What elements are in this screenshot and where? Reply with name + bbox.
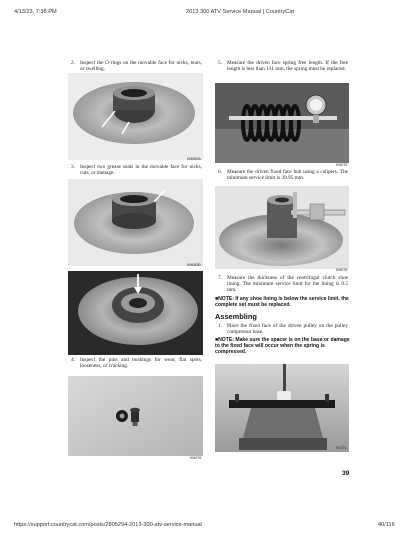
photo-fixed-face-hub-calipers (215, 186, 349, 269)
step-text: Inspect the O-rings on the movable face for nicks, tears, or swelling. (80, 60, 202, 73)
print-url: https://support.countrycat.com/posts/2805294-2013-300-atv-service-manual (14, 522, 202, 528)
figure-code: KX371 (336, 446, 347, 450)
step-number: 6. (218, 169, 222, 175)
step-7 (218, 275, 348, 294)
step-5 (218, 60, 348, 72)
step-number: 1. (218, 323, 222, 329)
figure-code: KM083A (187, 157, 201, 161)
figure-code: KM076 (190, 456, 202, 460)
step-text: Inspect two grease seals in the movable face for nicks, cuts, or damage. (80, 164, 202, 177)
step-number: 7. (218, 275, 222, 281)
step-4 (71, 357, 202, 369)
assembly-step-1 (218, 323, 348, 335)
step-number: 5. (218, 60, 222, 66)
step-6 (218, 169, 348, 181)
figure-code: KM075 (336, 163, 348, 167)
step-number: 4. (71, 357, 75, 363)
figure-code: KM078 (336, 268, 348, 272)
photo-pins-and-bushings (68, 376, 203, 456)
figure-code: KM083C (187, 351, 201, 355)
print-page-counter: 40/116 (378, 522, 395, 528)
photo-spring-free-length (215, 83, 349, 163)
manual-page-number: 39 (342, 470, 350, 477)
step-text: Measure the driven face spring free length. If the free length is less than 131 mm, the spring must be replaced. (227, 60, 348, 73)
note-shoe-lining: ■NOTE: If any shoe lining is below the service limit, the complete set must be replaced. (215, 296, 349, 309)
print-datetime: 4/13/23, 7:38 PM (14, 9, 57, 15)
print-page-title: 2013 300 ATV Service Manual | CountryCat (186, 9, 294, 15)
note-spacer: ■NOTE: Make sure the spacer is on the base or damage to the fixed face will occur when the spring is compressed. (215, 337, 350, 356)
photo-movable-face-o-rings (68, 73, 203, 160)
figure-code: KM083B (187, 263, 201, 267)
photo-movable-face-grease-seals (68, 179, 203, 266)
step-number: 2. (71, 60, 75, 66)
photo-pulley-compressor-base (215, 364, 349, 452)
step-text: Measure the thickness of the centrifugal clutch shoe lining. The minimum service limit for the lining is 0.5 mm. (227, 275, 348, 294)
step-2 (71, 60, 202, 72)
step-text: Measure the driven fixed face hub using a calipers. The minimum service limit is 39.95 mm. (227, 169, 348, 182)
step-number: 3. (71, 164, 75, 170)
step-text: Inspect the pins and bushings for wear, flat spots, looseness, or cracking. (80, 357, 202, 370)
step-3 (71, 164, 202, 176)
step-text: Place the fixed face of the driven pulley on the pulley compressor base. (227, 323, 348, 336)
photo-movable-face-inner (68, 271, 203, 355)
section-heading-assembling: Assembling (215, 312, 257, 321)
